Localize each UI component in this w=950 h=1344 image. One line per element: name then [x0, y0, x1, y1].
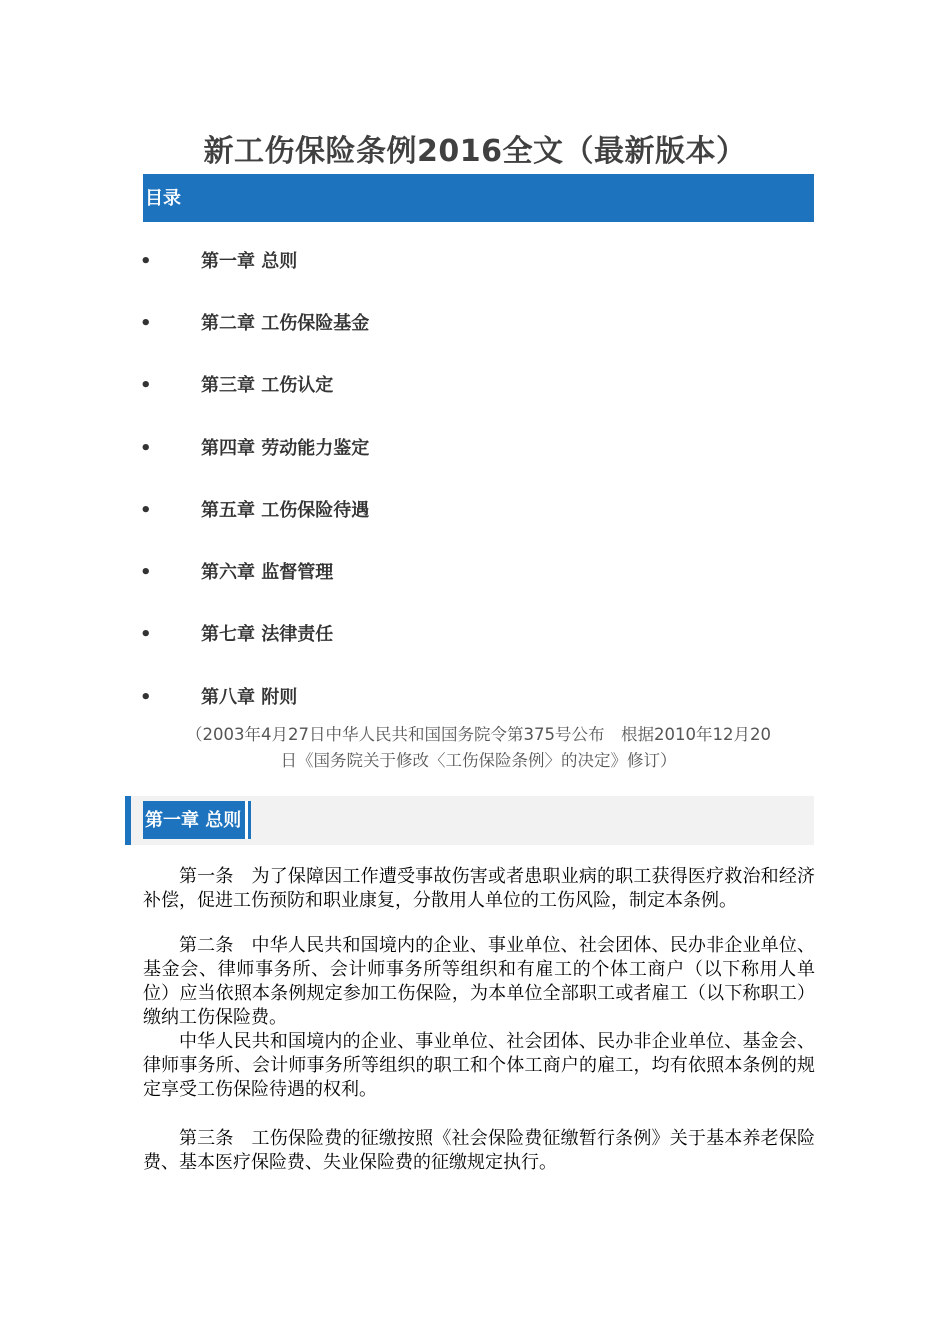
bullet-icon: • [140, 562, 152, 583]
article-text: 工伤保险费的征缴按照《社会保险费征缴暂行条例》关于基本养老保险费、基本医疗保险费、失业保险费的征缴规定执行。 [143, 1128, 815, 1173]
toc-item-label: 第六章 监督管理 [201, 562, 334, 583]
toc-item-chapter-3[interactable] [140, 372, 640, 400]
toc-item-label: 第二章 工伤保险基金 [201, 313, 370, 334]
toc-item-chapter-8[interactable] [140, 684, 640, 712]
article-paragraph [143, 934, 815, 1030]
page-title: 新工伤保险条例2016全文（最新版本） [203, 134, 747, 169]
toc-header: 目录 [143, 174, 814, 222]
bullet-icon: • [140, 500, 152, 521]
article-number: 第一条 [179, 866, 234, 887]
article-text: 中华人民共和国境内的企业、事业单位、社会团体、民办非企业单位、基金会、律师事务所、会计师事务所等组织和有雇工的个体工商户（以下称用人单位）应当依照本条例规定参加工伤保险，为本单位全部职工或者雇工（以下称职工）缴纳工伤保险费。 [143, 935, 815, 1028]
article-number: 第三条 [179, 1128, 234, 1149]
source-note-line-2: 日《国务院关于修改〈工伤保险条例〉的决定》修订） [280, 751, 677, 770]
toc-item-label: 第四章 劳动能力鉴定 [201, 438, 370, 459]
toc-item-chapter-7[interactable] [140, 621, 640, 649]
source-note [143, 722, 814, 774]
article-paragraph [143, 1127, 815, 1175]
toc-item-chapter-5[interactable] [140, 497, 640, 525]
bullet-icon: • [140, 375, 152, 396]
chapter-heading: 第一章 总则 [143, 801, 248, 839]
article-paragraph [143, 865, 815, 913]
article-number: 第二条 [179, 935, 234, 956]
bullet-icon: • [140, 313, 152, 334]
bullet-icon: • [140, 624, 152, 645]
article-2 [143, 934, 815, 1102]
toc-item-label: 第八章 附则 [201, 687, 298, 708]
toc-item-chapter-4[interactable] [140, 435, 640, 463]
bullet-icon: • [140, 438, 152, 459]
toc-item-chapter-1[interactable] [140, 248, 640, 276]
article-3 [143, 1127, 815, 1175]
article-text: 为了保障因工作遭受事故伤害或者患职业病的职工获得医疗救治和经济补偿，促进工伤预防和职业康复，分散用人单位的工伤风险，制定本条例。 [143, 866, 815, 911]
toc-item-label: 第一章 总则 [201, 251, 298, 272]
toc-item-chapter-2[interactable] [140, 310, 640, 338]
toc-item-label: 第七章 法律责任 [201, 624, 334, 645]
toc-item-chapter-6[interactable] [140, 559, 640, 587]
source-note-line-1: （2003年4月27日中华人民共和国国务院令第375号公布 根据2010年12月20 [186, 725, 771, 744]
article-text: 中华人民共和国境内的企业、事业单位、社会团体、民办非企业单位、基金会、律师事务所、会计师事务所等组织的职工和个体工商户的雇工，均有依照本条例的规定享受工伤保险待遇的权利。 [143, 1031, 815, 1100]
toc-item-label: 第三章 工伤认定 [201, 375, 334, 396]
article-paragraph [143, 1030, 815, 1102]
toc-item-label: 第五章 工伤保险待遇 [201, 500, 370, 521]
bullet-icon: • [140, 251, 152, 272]
bullet-icon: • [140, 687, 152, 708]
article-1 [143, 865, 815, 913]
